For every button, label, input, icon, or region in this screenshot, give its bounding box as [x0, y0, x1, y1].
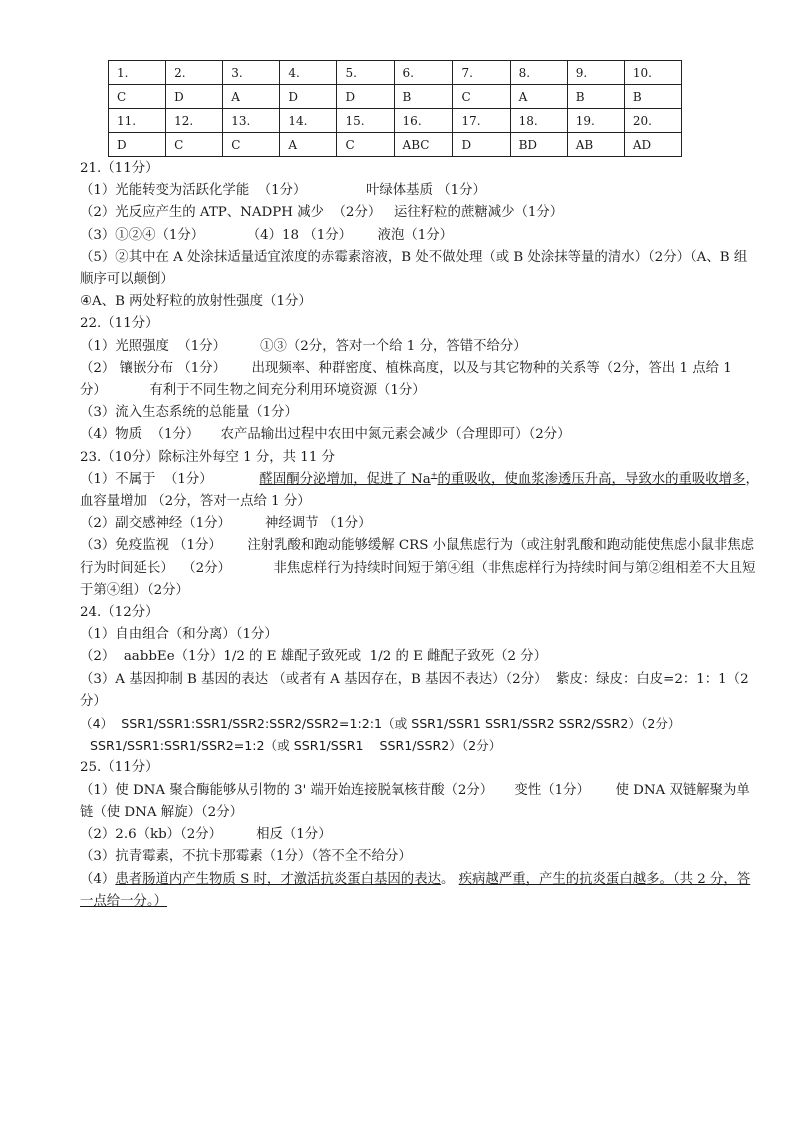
answer-cell: D [453, 133, 510, 157]
answer-cell: 15. [337, 109, 394, 133]
q25-underlined-answer-1: 患者肠道内产生物质 S 时，才激活抗炎蛋白基因的表达 [115, 871, 441, 887]
answer-cell: A [223, 85, 280, 109]
q21-line-3: （3）①②④（1分） （4）18 （1分） 液泡（1分） [80, 227, 454, 243]
q23-line-1: （1）不属于 （1分） 醛固酮分泌增加，促进了 Na+的重吸收，使血浆渗透压升高，导致水的重吸收增多，血容量增加 （2分，答对一点给 1 分） [80, 470, 759, 510]
q24-line-3: （3）A 基因抑制 B 基因的表达 （或者有 A 基因存在，B 基因不表达）（2分） 紫皮：绿皮：白皮=2：1：1（2分） [80, 671, 749, 709]
answer-cell: C [337, 133, 394, 157]
q25-line-1: （1）使 DNA 聚合酶能够从引物的 3' 端开始连接脱氧核苷酸（2分） 变性（1分） 使 DNA 双链解聚为单链（使 DNA 解旋）（2分） [80, 782, 750, 820]
q23-line-3: （3）免疫监视 （1分） 注射乳酸和跑动能够缓解 CRS 小鼠焦虑行为（或注射乳酸和跑动能使焦虑小鼠非焦虑行为时间延长） （2分） 非焦虑样行为持续时间短于第④组（非焦虑样行为持续时间与第②组相差不大且短于第④组）（2分） [80, 538, 756, 598]
answer-cell: C [453, 85, 510, 109]
answer-row [109, 85, 682, 109]
answer-row [109, 109, 682, 133]
answer-cell: A [280, 133, 337, 157]
answer-cell: 11. [109, 109, 166, 133]
q22-line-4: （4）物质 （1分） 农产品输出过程中农田中氮元素会减少（合理即可）（2分） [80, 427, 571, 443]
answer-cell: A [510, 85, 567, 109]
answer-cell: ABC [394, 133, 453, 157]
answer-cell: D [337, 85, 394, 109]
q25-line-2: （2）2.6（kb）（2分） 相反（1分） [80, 827, 332, 843]
q23-header: 23.（10分）除标注外每空 1 分，共 11 分 [80, 449, 335, 465]
answer-cell: 8. [510, 61, 567, 85]
q24-line-2: （2） aabbEe（1分）1/2 的 E 雄配子致死或 1/2 的 E 雌配子致死（2 分） [80, 649, 548, 665]
answer-cell: 19. [567, 109, 624, 133]
answer-cell: AD [624, 133, 681, 157]
q21-line-2: （2）光反应产生的 ATP、NADPH 减少 （2分） 运往籽粒的蔗糖减少（1分） [80, 205, 564, 221]
answer-body [80, 158, 760, 913]
answer-cell: 20. [624, 109, 681, 133]
answer-cell: D [166, 85, 223, 109]
q21-line-1: （1）光能转变为活跃化学能 （1分） 叶绿体基质 （1分） [80, 183, 486, 199]
q21-line-4: （5）②其中在 A 处涂抹适量适宜浓度的赤霉素溶液，B 处不做处理（或 B 处涂抹等量的清水）（2分）（A、B 组顺序可以颠倒） [80, 249, 748, 288]
q23-line-2: （2）副交感神经（1分） 神经调节 （1分） [80, 516, 372, 532]
q22-line-3: （3）流入生态系统的总能量（1分） [80, 405, 298, 421]
q24-line-1: （1）自由组合（和分离）（1分） [80, 627, 278, 643]
q25-underlined-answer-2: 疾病越严重，产生的抗炎蛋白越多。（共 2 分，答一点给一分。） [80, 871, 751, 909]
answer-cell: 6. [394, 61, 453, 85]
answer-cell: D [280, 85, 337, 109]
answer-row [109, 133, 682, 157]
q21-line-5: ④A、B 两处籽粒的放射性强度（1分） [80, 294, 312, 310]
answer-cell: B [394, 85, 453, 109]
q23-underlined-answer-1: 醛固酮分泌增加，促进了 Na [259, 471, 431, 487]
answer-cell: C [109, 85, 166, 109]
answer-cell: 16. [394, 109, 453, 133]
q21-header: 21.（11分） [80, 161, 159, 176]
q25-line-3: （3）抗青霉素，不抗卡那霉素（1分）（答不全不给分） [80, 849, 412, 865]
answer-cell: BD [510, 133, 567, 157]
answer-cell: AB [567, 133, 624, 157]
answer-cell: 2. [166, 61, 223, 85]
answer-cell: 13. [223, 109, 280, 133]
q22-line-1: （1）光照强度 （1分） ①③（2分，答对一个给 1 分，答错不给分） [80, 338, 527, 354]
answer-cell: B [567, 85, 624, 109]
answer-cell: 4. [280, 61, 337, 85]
q25-line-4: （4）患者肠道内产生物质 S 时，才激活抗炎蛋白基因的表达。 疾病越严重，产生的抗炎蛋白越多。（共 2 分，答一点给一分。） [80, 871, 751, 909]
answer-cell: 18. [510, 109, 567, 133]
answer-cell: 9. [567, 61, 624, 85]
q22-header: 22.（11分） [80, 316, 159, 332]
answer-cell: 1. [109, 61, 166, 85]
answer-cell: D [109, 133, 166, 157]
answer-cell: 14. [280, 109, 337, 133]
answer-row [109, 61, 682, 85]
q23-underlined-answer-2: 的重吸收，使血浆渗透压升高，导致水的重吸收增多 [437, 471, 746, 487]
q25-header: 25.（11分） [80, 760, 159, 776]
answer-cell: C [166, 133, 223, 157]
answer-cell: B [624, 85, 681, 109]
answer-table-body [109, 61, 682, 157]
answer-cell: 10. [624, 61, 681, 85]
q24-header: 24.（12分） [80, 605, 159, 621]
answer-cell: 12. [166, 109, 223, 133]
answer-cell: C [223, 133, 280, 157]
answer-table [108, 60, 682, 157]
answer-cell: 17. [453, 109, 510, 133]
answer-cell: 5. [337, 61, 394, 85]
q24-line-4: （4） SSR1/SSR1:SSR1/SSR2:SSR2/SSR2=1:2:1（或 SSR1/SSR1 SSR1/SSR2 SSR2/SSR2）（2分） [80, 716, 681, 732]
na-plus-superscript: + [430, 470, 438, 480]
answer-cell: 3. [223, 61, 280, 85]
answer-cell: 7. [453, 61, 510, 85]
q24-line-5: SSR1/SSR1:SSR1/SSR2=1:2（或 SSR1/SSR1 SSR1/SSR2）（2分） [90, 738, 502, 754]
q22-line-2: （2） 镶嵌分布 （1分） 出现频率、种群密度、植株高度，以及与其它物种的关系等（2分，答出 1 点给 1 分） 有利于不同生物之间充分利用环境资源（1分） [80, 360, 737, 399]
